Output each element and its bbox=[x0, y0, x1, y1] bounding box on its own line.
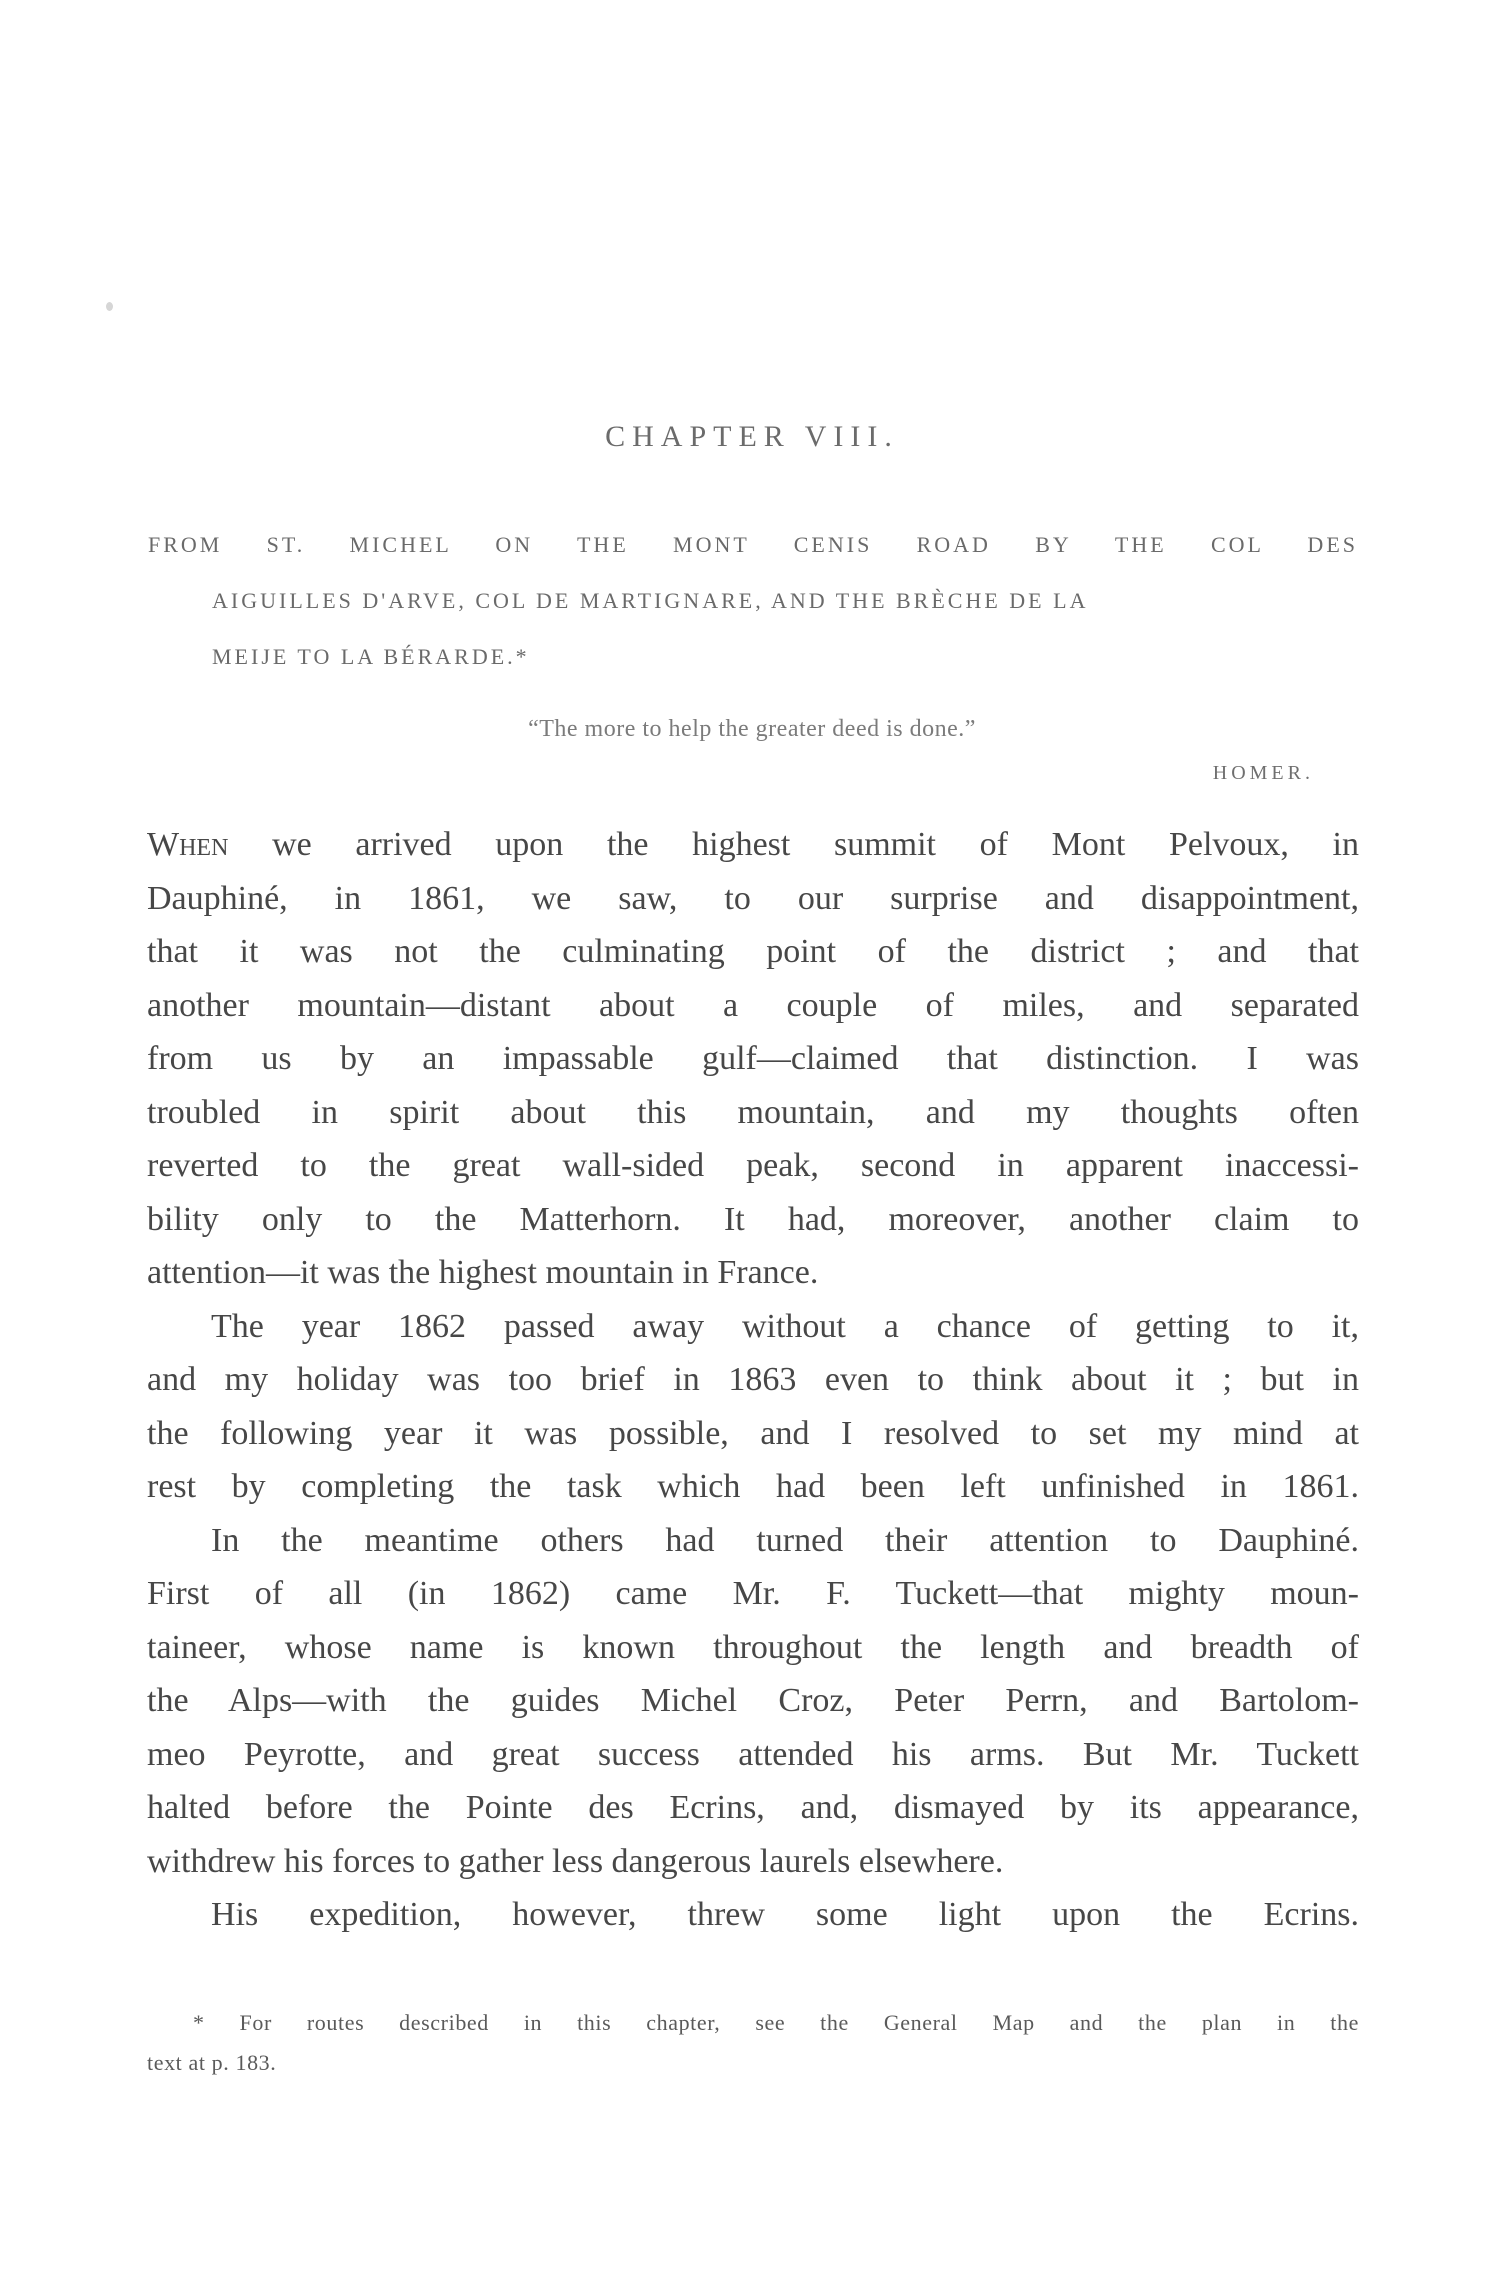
text-line: the following year it was possible, and I resolved to set my mind at bbox=[147, 1414, 1359, 1452]
text-line-rest: we arrived upon the highest summit of Mont Pelvoux, in bbox=[228, 826, 1359, 863]
text-line bbox=[147, 818, 1359, 872]
text-line: taineer, whose name is known throughout the length and breadth of bbox=[147, 1628, 1359, 1666]
epigraph-quote: “The more to help the greater deed is done.” bbox=[528, 716, 976, 742]
text-line: First of all (in 1862) came Mr. F. Tuckett—that mighty moun- bbox=[147, 1575, 1359, 1612]
text-line: halted before the Pointe des Ecrins, and, dismayed by its appearance, bbox=[147, 1789, 1359, 1826]
text-line: withdrew his forces to gather less dangerous laurels elsewhere. bbox=[147, 1842, 1004, 1880]
text-line: rest by completing the task which had been left unfinished in 1861. bbox=[147, 1468, 1359, 1505]
footnote bbox=[147, 2003, 1359, 2083]
text-line: that it was not the culminating point of the district ; and that bbox=[147, 933, 1359, 970]
text-line: His expedition, however, threw some light upon the Ecrins. bbox=[211, 1896, 1359, 1933]
subtitle-line: MEIJE TO LA BÉRARDE.* bbox=[212, 644, 530, 669]
chapter-title: CHAPTER VIII. bbox=[605, 420, 899, 453]
paper-speck bbox=[106, 302, 113, 311]
body-text bbox=[147, 818, 1359, 1942]
text-line: meo Peyrotte, and great success attended his arms. But Mr. Tuckett bbox=[147, 1735, 1359, 1773]
text-line: Dauphiné, in 1861, we saw, to our surprise and disappointment, bbox=[147, 879, 1359, 917]
footnote-line: text at p. 183. bbox=[147, 2050, 277, 2075]
text-line: the Alps—with the guides Michel Croz, Peter Perrn, and Bartolom- bbox=[147, 1682, 1359, 1719]
text-line: and my holiday was too brief in 1863 even to think about it ; but in bbox=[147, 1361, 1359, 1398]
text-line: In the meantime others had turned their attention to Dauphiné. bbox=[211, 1521, 1359, 1559]
lead-word: When bbox=[147, 826, 229, 863]
text-line: troubled in spirit about this mountain, and my thoughts often bbox=[147, 1093, 1359, 1131]
text-line: another mountain—distant about a couple of miles, and separated bbox=[147, 986, 1359, 1024]
text-line: reverted to the great wall-sided peak, second in apparent inaccessi- bbox=[147, 1147, 1359, 1184]
text-line: attention—it was the highest mountain in France. bbox=[147, 1254, 819, 1291]
footnote-line: * For routes described in this chapter, see the General Map and the plan in the bbox=[193, 2010, 1359, 2035]
chapter-subtitle bbox=[148, 517, 1358, 685]
epigraph-attribution: HOMER. bbox=[1212, 762, 1314, 784]
text-line: bility only to the Matterhorn. It had, moreover, another claim to bbox=[147, 1200, 1359, 1238]
text-line: from us by an impassable gulf—claimed that distinction. I was bbox=[147, 1040, 1359, 1077]
subtitle-line: AIGUILLES D'ARVE, COL DE MARTIGNARE, AND THE BRÈCHE DE LA bbox=[212, 588, 1089, 613]
subtitle-line: FROM ST. MICHEL ON THE MONT CENIS ROAD BY THE COL DES bbox=[148, 532, 1358, 557]
text-line: The year 1862 passed away without a chance of getting to it, bbox=[211, 1307, 1359, 1345]
